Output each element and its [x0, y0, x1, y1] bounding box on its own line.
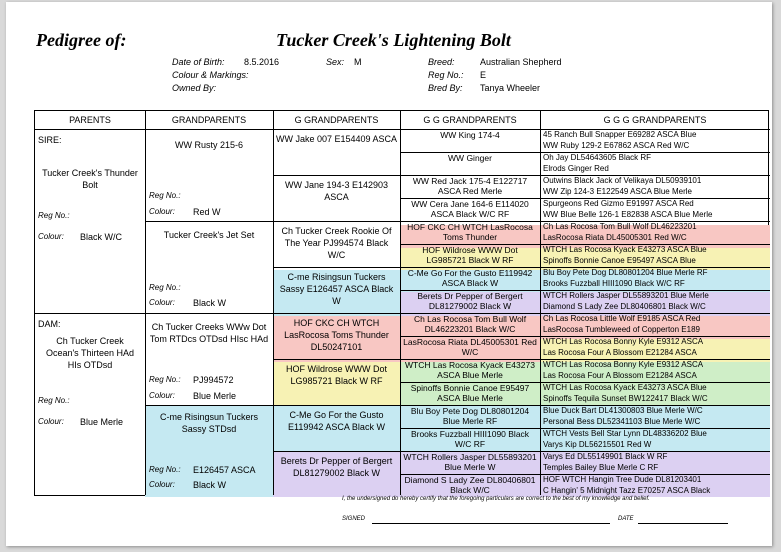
signature-line[interactable]: [372, 523, 610, 524]
gp3-colour-label: Colour:: [149, 391, 175, 400]
gg-grandparent-cell: HOF Wildrose WWW Dot LG985721 Black W RF: [422, 245, 518, 265]
colour-markings-label: Colour & Markings:: [172, 70, 249, 80]
ggg-grandparent-cell: Temples Bailey Blue Merle C RF: [543, 463, 659, 472]
gg-grandparent-cell: WTCH Rollers Jasper DL55893201 Blue Merle W: [403, 452, 537, 472]
gp3-name: Ch Tucker Creeks WWw Dot Tom RTDcs OTDsd HIsc HAd: [149, 322, 269, 344]
gp1-name: WW Rusty 215-6: [174, 140, 243, 150]
dog-name: Tucker Creek's Lightening Bolt: [276, 30, 511, 50]
gg-grandparent-cell: Blu Boy Pete Dog DL80801204 Blue Merle RF: [410, 406, 530, 426]
dob-label: Date of Birth:: [172, 57, 225, 67]
ggg-grandparent-cell: WW Blue Belle 126-1 E82838 ASCA Blue Merle: [543, 210, 713, 219]
ggg-grandparent-cell: Oh Jay DL54643605 Black RF: [543, 152, 652, 162]
gp2-colour-label: Colour:: [149, 298, 175, 307]
ggg-grandparent-cell: Blu Boy Pete Dog DL80801204 Blue Merle RF: [543, 267, 708, 277]
gp4-reg: E126457 ASCA: [193, 465, 256, 475]
ggg-grandparent-cell: LasRocosa Riata DL45005301 Red W/C: [543, 233, 687, 242]
gp1-reg-label: Reg No.:: [149, 191, 181, 200]
owned-by-label: Owned By:: [172, 83, 217, 93]
header-grandparents: GRANDPARENTS: [171, 115, 247, 125]
reg-no-value: E: [480, 70, 487, 80]
ggg-grandparent-cell: Blue Duck Bart DL41300803 Blue Merle W/C: [543, 405, 703, 415]
ggg-grandparent-cell: Spinoffs Tequila Sunset BW122417 Black W/C: [543, 394, 708, 403]
pedigree-sheet: [6, 2, 772, 546]
ggg-grandparent-cell: HOF WTCH Hangin Tree Dude DL81203401: [543, 474, 702, 484]
gp4-colour: Black W: [193, 480, 227, 490]
header-ggg-grandparents: G G G GRANDPARENTS: [603, 115, 707, 125]
g-grandparent-cell: HOF Wildrose WWW Dot LG985721 Black W RF: [286, 364, 387, 386]
gp2-reg-label: Reg No.:: [149, 283, 181, 292]
g-grandparent-cell: C-Me Go For the Gusto E119942 ASCA Black W: [288, 410, 385, 432]
ggg-grandparent-cell: Las Rocosa Four A Blossom E21284 ASCA: [543, 371, 697, 380]
gg-grandparent-cell: Diamond S Lady Zee DL80406801 Black W/C: [404, 475, 536, 495]
gp4-reg-label: Reg No.:: [149, 465, 181, 474]
gp2-name: Tucker Creek's Jet Set: [163, 230, 255, 240]
breed-value: Australian Shepherd: [480, 57, 562, 67]
dam-colour-label: Colour:: [38, 417, 64, 426]
gp4-colour-label: Colour:: [149, 480, 175, 489]
ggg-grandparent-cell: WTCH Vests Bell Star Lynn DL48336202 Blue: [543, 428, 707, 438]
g-grandparent-cell: C-me Risingsun Tuckers Sassy E126457 ASCA Black W: [279, 272, 394, 306]
gg-grandparent-cell: Ch Las Rocosa Tom Bull Wolf DL46223201 Black W/C: [413, 314, 527, 334]
gp3-reg: PJ994572: [193, 375, 234, 385]
ggg-grandparent-cell: Las Rocosa Four A Blossom E21284 ASCA: [543, 348, 697, 357]
certify-text: I, the undersigned do hereby certify that the foregoing particulars are correct to the best of my knowledge and belief.: [342, 496, 650, 502]
column-divider: [400, 111, 401, 495]
g-grandparent-cell: WW Jake 007 E154409 ASCA: [275, 134, 398, 144]
ggg-grandparent-cell: WTCH Las Rocosa Bonny Kyle E9312 ASCA: [543, 336, 704, 346]
gp1-colour-label: Colour:: [149, 207, 175, 216]
gg-grandparent-cell: WW Ginger: [448, 153, 492, 163]
ggg-grandparent-cell: WW Ruby 129-2 E67862 ASCA Red W/C: [543, 141, 690, 150]
breed-label: Breed:: [428, 57, 455, 67]
g-grandparent-cell: HOF CKC CH WTCH LasRocosa Toms Thunder DL50247101: [284, 318, 389, 352]
ggg-grandparent-cell: WTCH Las Rocosa Bonny Kyle E9312 ASCA: [543, 359, 704, 369]
dam-label: DAM:: [38, 319, 61, 329]
pedigree-table: [34, 110, 769, 496]
ggg-grandparent-cell: Outwins Black Jack of Velikaya DL50939101: [543, 175, 702, 185]
column-divider: [145, 111, 146, 495]
ggg-grandparent-cell: Brooks Fuzzball HIII1090 Black W/C RF: [543, 279, 685, 288]
ggg-grandparent-cell: WTCH Las Rocosa Kyack E43273 ASCA Blue: [543, 382, 707, 392]
ggg-grandparent-cell: Elrods Ginger Red: [543, 164, 609, 173]
ggg-grandparent-cell: Varys Ed DL55149901 Black W RF: [543, 451, 668, 461]
gp2-colour: Black W: [193, 298, 227, 308]
gg-grandparent-cell: Spinoffs Bonnie Canoe E95497 ASCA Blue Merle: [410, 383, 530, 403]
ggg-grandparent-cell: Personal Bess DL52341103 Blue Merle W/C: [543, 417, 701, 426]
gg-grandparent-cell: WW Cera Jane 164-6 E114020 ASCA Black W/C RF: [411, 199, 529, 219]
ggg-grandparent-cell: Spurgeons Red Gizmo E91997 ASCA Red: [543, 198, 694, 208]
dam-name: Ch Tucker Creek Ocean's Thirteen HAd HIs OTDsd: [45, 336, 135, 370]
ggg-grandparent-cell: Diamond S Lady Zee DL80406801 Black W/C: [543, 302, 706, 311]
ggg-grandparent-cell: WTCH Las Rocosa Kyack E43273 ASCA Blue: [543, 244, 707, 254]
g-grandparent-cell: Berets Dr Pepper of Bergert DL81279002 Black W: [280, 456, 393, 478]
column-divider: [273, 111, 274, 495]
bred-by-value: Tanya Wheeler: [480, 83, 541, 93]
sire-label: SIRE:: [38, 135, 62, 145]
signed-label: SIGNED: [342, 516, 366, 522]
sire-reg-label: Reg No.:: [38, 211, 70, 220]
reg-no-label: Reg No.:: [428, 70, 464, 80]
pedigree-title-label: Pedigree of:: [36, 30, 127, 50]
gg-grandparent-cell: C-Me Go For the Gusto E119942 ASCA Black W: [407, 268, 533, 288]
dam-colour: Blue Merle: [80, 417, 124, 427]
ggg-grandparent-cell: Ch Las Rocosa Little Wolf E9185 ASCA Red: [543, 313, 701, 323]
ggg-grandparent-cell: Spinoffs Bonnie Canoe E95497 ASCA Blue: [543, 256, 696, 265]
ggg-grandparent-cell: WTCH Rollers Jasper DL55893201 Blue Merle: [543, 290, 709, 300]
ggg-grandparent-cell: LasRocosa Tumbleweed of Copperton E189: [543, 325, 700, 334]
date-label: DATE: [618, 516, 634, 522]
gp3-reg-label: Reg No.:: [149, 375, 181, 384]
gg-grandparent-cell: HOF CKC CH WTCH LasRocosa Toms Thunder: [407, 222, 533, 242]
gg-grandparent-cell: Berets Dr Pepper of Bergert DL81279002 Black W: [417, 291, 523, 311]
header-gg-grandparents: G G GRANDPARENTS: [423, 115, 517, 125]
dob-value: 8.5.2016: [244, 57, 280, 67]
header-g-grandparents: G GRANDPARENTS: [294, 115, 379, 125]
ggg-grandparent-cell: Ch Las Rocosa Tom Bull Wolf DL46223201: [543, 221, 697, 231]
g-grandparent-cell: WW Jane 194-3 E142903 ASCA: [284, 180, 389, 202]
column-divider: [540, 111, 541, 495]
gp1-colour: Red W: [193, 207, 221, 217]
sire-colour: Black W/C: [80, 232, 123, 242]
sex-label: Sex:: [326, 57, 345, 67]
date-line[interactable]: [638, 523, 728, 524]
gp4-name: C-me Risingsun Tuckers Sassy STDsd: [159, 412, 259, 434]
ggg-grandparent-cell: C Hangin' 5 Midnight Tazz E70257 ASCA Black: [543, 486, 711, 495]
gg-grandparent-cell: LasRocosa Riata DL45005301 Red W/C: [403, 337, 537, 357]
gg-grandparent-cell: Brooks Fuzzball HIII1090 Black W/C RF: [410, 429, 530, 449]
gg-grandparent-cell: WW King 174-4: [440, 130, 500, 140]
ggg-grandparent-cell: Varys Kip DL56215501 Red W: [543, 440, 652, 449]
ggg-grandparent-cell: 45 Ranch Bull Snapper E69282 ASCA Blue: [543, 129, 697, 139]
g-grandparent-cell: Ch Tucker Creek Rookie Of The Year PJ994574 Black W/C: [281, 226, 392, 260]
dam-reg-label: Reg No.:: [38, 396, 70, 405]
sire-name: Tucker Creek's Thunder Bolt: [42, 168, 138, 190]
ggg-grandparent-cell: WW Zip 124-3 E122549 ASCA Blue Merle: [543, 187, 692, 196]
gg-grandparent-cell: WTCH Las Rocosa Kyack E43273 ASCA Blue Merle: [405, 360, 535, 380]
gg-grandparent-cell: WW Red Jack 175-4 E122717 ASCA Red Merle: [412, 176, 528, 196]
gp3-colour: Blue Merle: [193, 391, 237, 401]
sire-colour-label: Colour:: [38, 232, 64, 241]
bred-by-label: Bred By:: [428, 83, 463, 93]
sex-value: M: [354, 57, 362, 67]
header-parents: PARENTS: [69, 115, 111, 125]
